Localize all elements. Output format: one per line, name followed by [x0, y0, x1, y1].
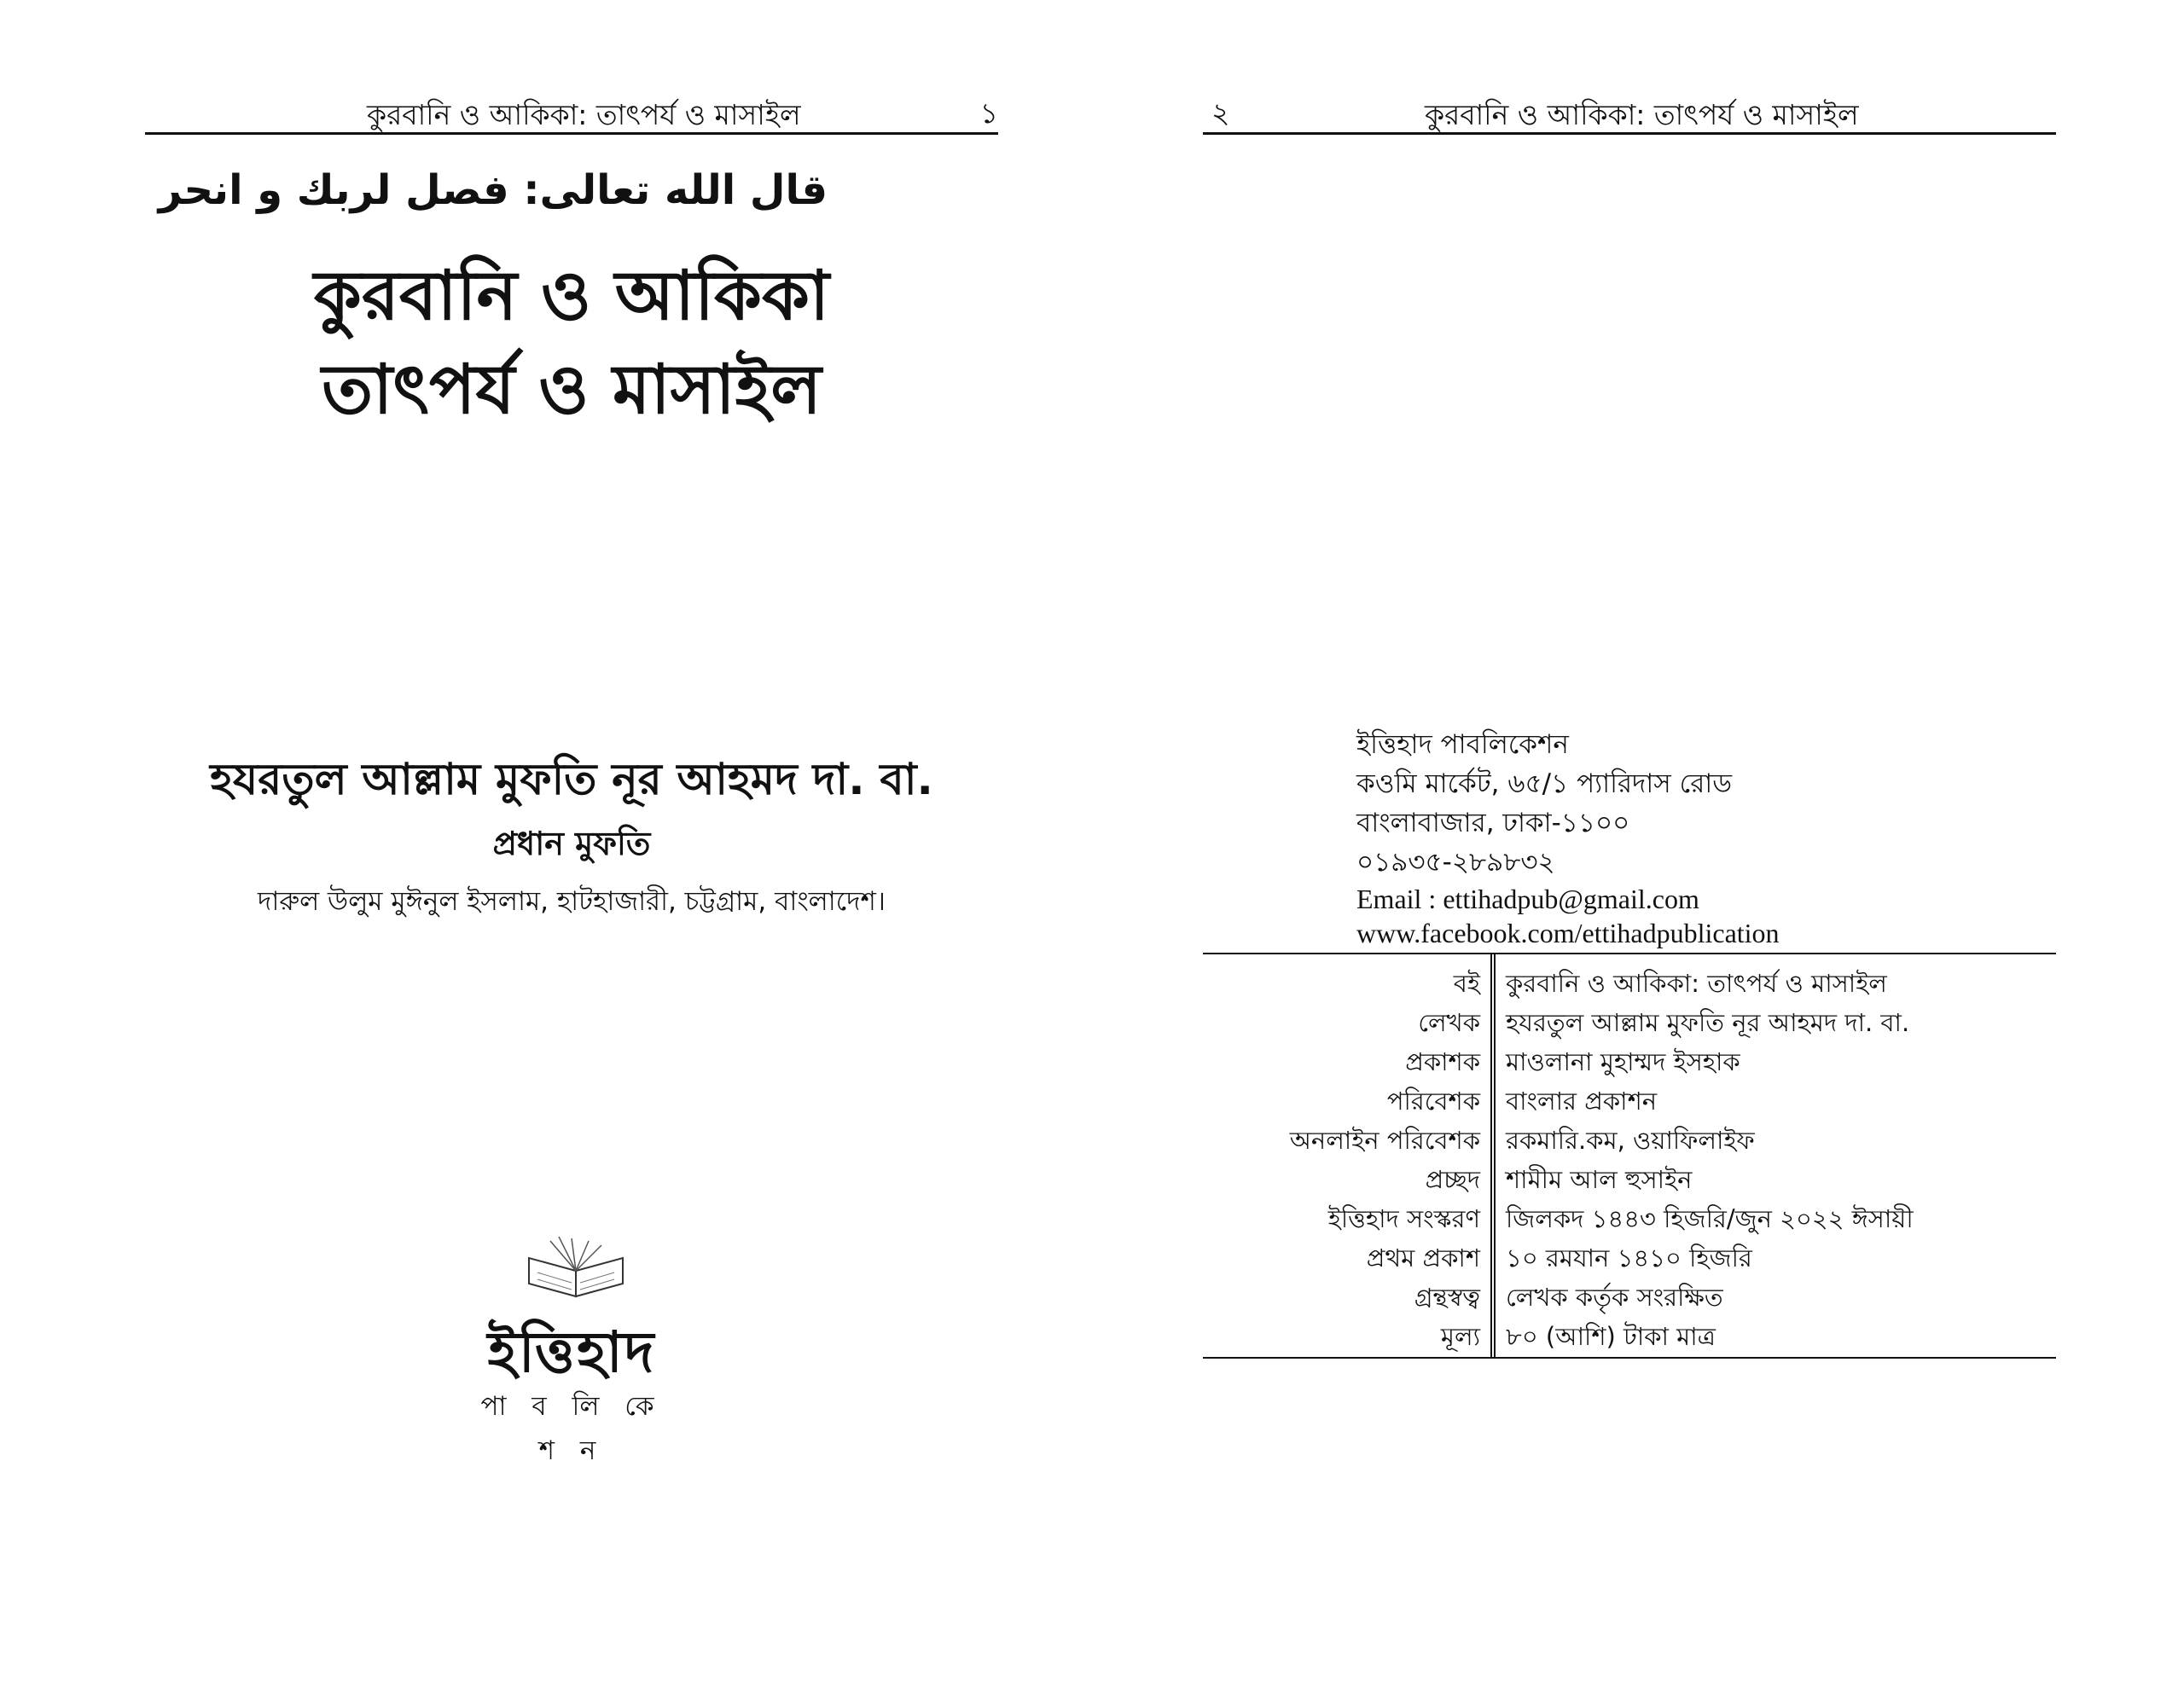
- email-address: Email : ettihadpub@gmail.com: [1356, 884, 1699, 914]
- book-title-line-2: তাৎপর্য ও মাসাইল: [322, 350, 822, 429]
- publisher-logo: [461, 1237, 682, 1466]
- details-row: [1203, 1195, 2056, 1234]
- book-title-line-1: কুরবানি ও আকিকা: [313, 256, 830, 335]
- detail-value: কুরবানি ও আকিকা: তাৎপর্য ও মাসাইল: [1506, 969, 1887, 998]
- details-row: [1203, 1313, 2056, 1352]
- detail-value: জিলকদ ১৪৪৩ হিজরি/জুন ২০২২ ঈসায়ী: [1506, 1204, 1914, 1233]
- page-number: ১: [979, 96, 998, 130]
- detail-value: বাংলার প্রকাশন: [1506, 1087, 1658, 1116]
- details-row: [1203, 959, 2056, 999]
- details-row: [1203, 1234, 2056, 1273]
- address-line-2: বাংলাবাজার, ঢাকা-১১০০: [1356, 808, 1630, 838]
- running-title: কুরবানি ও আকিকা: তাৎপর্য ও মাসাইল: [1425, 98, 1859, 131]
- detail-value: লেখক কর্তৃক সংরক্ষিত: [1506, 1283, 1723, 1312]
- detail-label: প্রথম প্রকাশ: [1366, 1244, 1480, 1272]
- detail-label: অনলাইন পরিবেশক: [1289, 1126, 1480, 1155]
- detail-label: মূল্য: [1440, 1322, 1480, 1351]
- detail-label: ইত্তিহাদ সংস্করণ: [1327, 1204, 1480, 1233]
- logo-subtitle: পা ব লি কে শ ন: [480, 1391, 663, 1466]
- details-row: [1203, 999, 2056, 1038]
- detail-value: রকমারি.কম, ওয়াফিলাইফ: [1506, 1126, 1755, 1155]
- detail-label: প্রচ্ছদ: [1425, 1165, 1480, 1194]
- running-header: [1203, 90, 2056, 135]
- detail-label: বই: [1453, 969, 1480, 998]
- publisher-name: ইত্তিহাদ পাবলিকেশন: [1356, 729, 1569, 760]
- detail-label: লেখক: [1418, 1008, 1480, 1037]
- publisher-imprint: [1356, 725, 1954, 950]
- details-row: [1203, 1116, 2056, 1156]
- phone-number: ০১৯৩৫-২৮৯৮৩২: [1356, 847, 1555, 878]
- details-row: [1203, 1156, 2056, 1195]
- detail-label: গ্রন্থস্বত্ব: [1414, 1283, 1480, 1312]
- running-title: কুরবানি ও আকিকা: তাৎপর্য ও মাসাইল: [367, 98, 801, 131]
- running-header: [145, 90, 998, 135]
- detail-value: ১০ রমযান ১৪১০ হিজরি: [1506, 1244, 1752, 1272]
- logo-wordmark: ইত্তিহাদ: [487, 1319, 656, 1385]
- details-row: [1203, 1038, 2056, 1077]
- right-page: [1092, 0, 2184, 1687]
- book-details-table: [1203, 953, 2056, 1359]
- detail-value: শামীম আল হুসাইন: [1506, 1165, 1693, 1194]
- detail-label: প্রকাশক: [1405, 1047, 1480, 1076]
- details-row: [1203, 1077, 2056, 1116]
- author-institution: দারুল উলুম মুঈনুল ইসলাম, হাটহাজারী, চট্টগ্রাম, বাংলাদেশ।: [258, 886, 886, 917]
- open-book-icon: [520, 1237, 631, 1305]
- address-line-1: কওমি মার্কেট, ৬৫/১ প্যারিদাস রোড: [1356, 768, 1733, 799]
- detail-value: মাওলানা মুহাম্মদ ইসহাক: [1506, 1047, 1740, 1076]
- facebook-link: www.facebook.com/ettihadpublication: [1356, 918, 1780, 948]
- author-role: প্রধান মুফতি: [492, 825, 651, 862]
- arabic-verse: قال الله تعالى: فصل لربك و انحر: [158, 166, 828, 214]
- detail-label: পরিবেশক: [1386, 1087, 1480, 1116]
- detail-value: ৮০ (আশি) টাকা মাত্র: [1506, 1322, 1716, 1351]
- detail-value: হযরতুল আল্লাম মুফতি নূর আহমদ দা. বা.: [1506, 1008, 1910, 1037]
- details-row: [1203, 1273, 2056, 1313]
- author-name: হযরতুল আল্লাম মুফতি নূর আহমদ দা. বা.: [210, 755, 933, 805]
- page-number: ২: [1211, 96, 1230, 130]
